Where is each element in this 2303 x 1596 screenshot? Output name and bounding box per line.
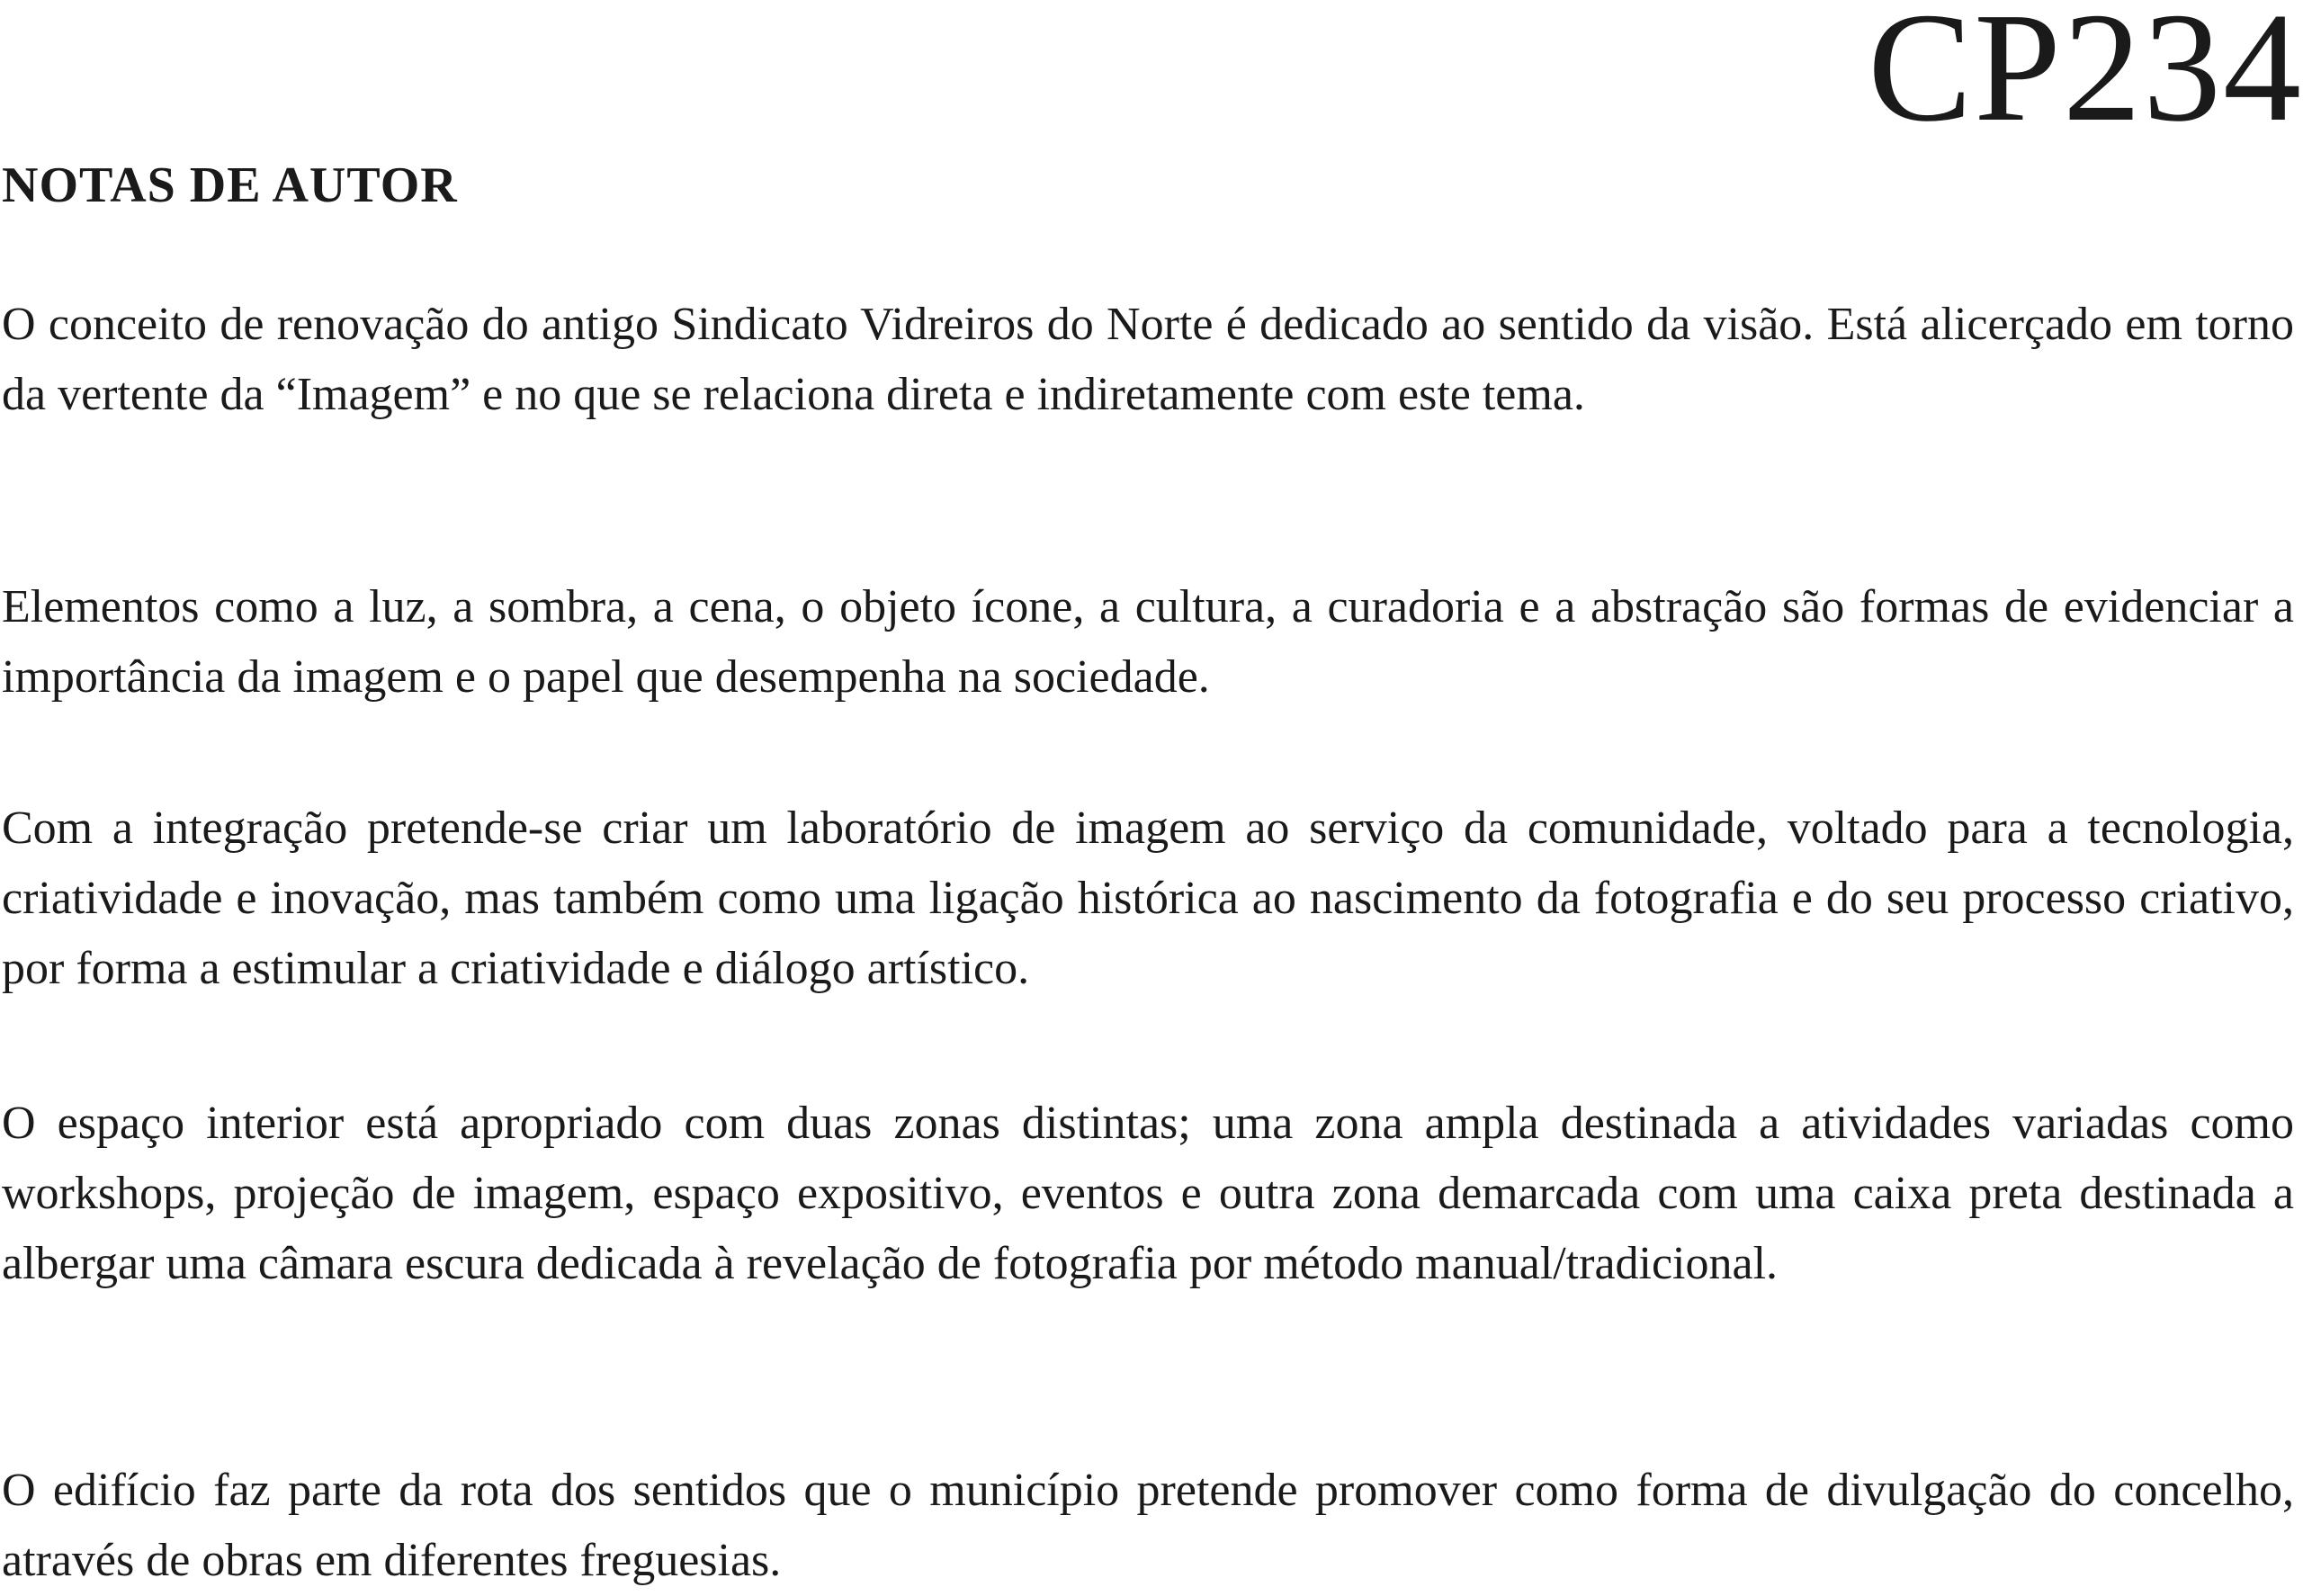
paragraph-elements: Elementos como a luz, a sombra, a cena, o objeto ícone, a cultura, a curadoria e a abstração são formas de evidenciar a importância da imagem e o papel que desempenha na sociedade.	[2, 581, 2294, 703]
paragraph-route: O edifício faz parte da rota dos sentidos que o município pretende promover como forma de divulgação do concelho, através de obras em diferentes freguesias.	[2, 1465, 2294, 1586]
section-heading: NOTAS DE AUTOR	[2, 157, 458, 213]
page-code: CP234	[1868, 0, 2303, 154]
paragraph-interior-space: O espaço interior está apropriado com duas zonas distintas; uma zona ampla destinada a atividades variadas como workshops, projeção de imagem, espaço expositivo, eventos e outra zona demarcada com uma caixa preta destinada a albergar uma câmara escura dedicada à revelação de fotografia por método manual/tradicional.	[2, 1098, 2294, 1289]
paragraph-integration: Com a integração pretende-se criar um laboratório de imagem ao serviço da comunidade, voltado para a tecnologia, criatividade e inovação, mas também como uma ligação histórica ao nascimento da fotografia e do seu processo criativo, por forma a estimular a criatividade e diálogo artístico.	[2, 802, 2294, 994]
paragraph-concept: O conceito de renovação do antigo Sindicato Vidreiros do Norte é dedicado ao sentido da visão. Está alicerçado em torno da vertente da “Imagem” e no que se relaciona direta e indiretamente com este tema.	[2, 299, 2294, 420]
